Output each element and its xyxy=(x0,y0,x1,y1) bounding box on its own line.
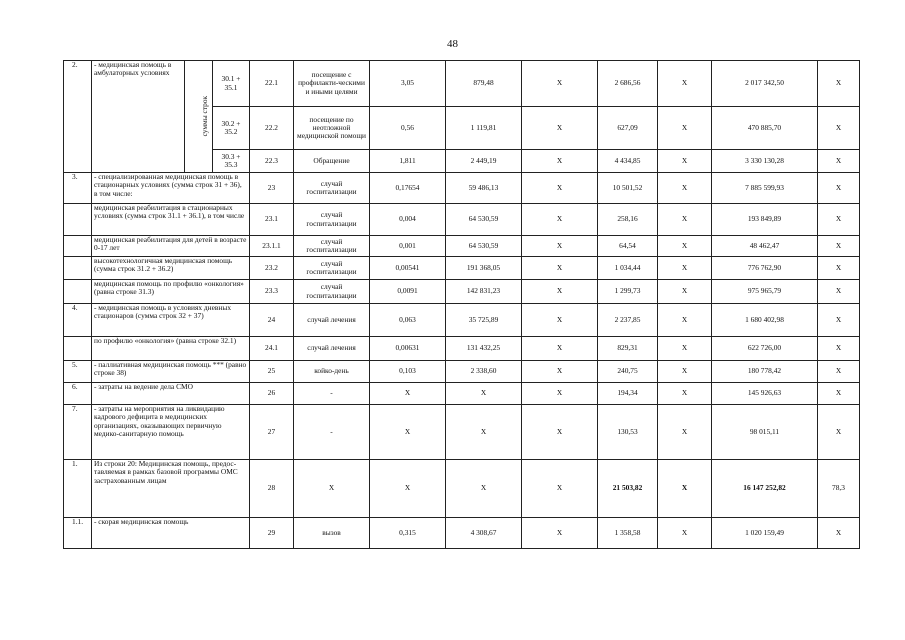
row-x3: Х xyxy=(818,361,860,383)
table-row xyxy=(64,460,860,518)
row-number: 6. xyxy=(64,383,92,405)
row-number: 3. xyxy=(64,173,92,204)
row-x3: Х xyxy=(818,61,860,107)
row-x2: Х xyxy=(658,61,712,107)
row-total: 776 762,90 xyxy=(712,257,818,280)
row-norm: 0,00541 xyxy=(370,257,446,280)
table-row xyxy=(64,337,860,361)
row-norm: Х xyxy=(370,383,446,405)
row-x2: Х xyxy=(658,405,712,460)
row-unit: - xyxy=(294,383,370,405)
row-norm: 0,063 xyxy=(370,304,446,337)
row-x3: Х xyxy=(818,204,860,236)
row-x2: Х xyxy=(658,173,712,204)
row-name: - медицинская помощь в амбулаторных условиях xyxy=(92,61,185,173)
row-code: 29 xyxy=(250,518,294,549)
row-x1: Х xyxy=(522,61,598,107)
row-per-capita: 627,09 xyxy=(598,107,658,150)
table-row xyxy=(64,61,860,107)
row-name: медицинская реабилитация для детей в возрасте 0-17 лет xyxy=(92,236,250,257)
row-unit: случай лечения xyxy=(294,304,370,337)
row-x1: Х xyxy=(522,383,598,405)
row-code: 24.1 xyxy=(250,337,294,361)
row-per-capita: 1 034,44 xyxy=(598,257,658,280)
row-code: 22.2 xyxy=(250,107,294,150)
row-per-capita: 4 434,85 xyxy=(598,150,658,173)
table-row xyxy=(64,173,860,204)
row-total: 2 017 342,50 xyxy=(712,61,818,107)
table-row xyxy=(64,383,860,405)
row-norm: Х xyxy=(370,405,446,460)
row-cost: Х xyxy=(446,460,522,518)
row-code: 26 xyxy=(250,383,294,405)
row-total: 470 885,70 xyxy=(712,107,818,150)
row-total: 1 680 402,98 xyxy=(712,304,818,337)
row-number: 1.1. xyxy=(64,518,92,549)
row-x1: Х xyxy=(522,107,598,150)
row-number xyxy=(64,204,92,236)
row-per-capita: 240,75 xyxy=(598,361,658,383)
row-unit: койко-день xyxy=(294,361,370,383)
row-x3: Х xyxy=(818,150,860,173)
row-x3: Х xyxy=(818,257,860,280)
row-x2: Х xyxy=(658,236,712,257)
row-number xyxy=(64,337,92,361)
row-ref: 30.1 + 35.1 xyxy=(213,61,250,107)
row-norm: 0,315 xyxy=(370,518,446,549)
row-per-capita: 2 686,56 xyxy=(598,61,658,107)
row-name: - паллиативная медицинская помощь *** (равно строке 38) xyxy=(92,361,250,383)
row-name: - затраты на мероприятия на ликвидацию кадрового дефицита в медицинских организациях, оказывающих первичную медико-санитарную помощь xyxy=(92,405,250,460)
row-total: 975 965,79 xyxy=(712,280,818,304)
row-code: 27 xyxy=(250,405,294,460)
row-x2: Х xyxy=(658,460,712,518)
vertical-label: суммы строк xyxy=(185,61,213,173)
row-norm: 0,00631 xyxy=(370,337,446,361)
row-x1: Х xyxy=(522,361,598,383)
row-x3: Х xyxy=(818,383,860,405)
row-cost: 131 432,25 xyxy=(446,337,522,361)
row-total: 1 020 159,49 xyxy=(712,518,818,549)
row-per-capita: 64,54 xyxy=(598,236,658,257)
row-cost: Х xyxy=(446,405,522,460)
table-row xyxy=(64,257,860,280)
row-x3: Х xyxy=(818,107,860,150)
row-cost: 2 449,19 xyxy=(446,150,522,173)
row-number: 7. xyxy=(64,405,92,460)
row-per-capita: 10 501,52 xyxy=(598,173,658,204)
row-per-capita: 21 503,82 xyxy=(598,460,658,518)
row-norm: 0,17654 xyxy=(370,173,446,204)
row-code: 25 xyxy=(250,361,294,383)
row-x3: Х xyxy=(818,337,860,361)
row-unit: случай госпитализации xyxy=(294,204,370,236)
row-unit: Х xyxy=(294,460,370,518)
row-total: 48 462,47 xyxy=(712,236,818,257)
row-unit: случай лечения xyxy=(294,337,370,361)
row-total: 622 726,00 xyxy=(712,337,818,361)
row-number: 2. xyxy=(64,61,92,173)
table-row xyxy=(64,280,860,304)
table-row xyxy=(64,518,860,549)
row-number xyxy=(64,280,92,304)
row-number: 4. xyxy=(64,304,92,337)
row-name: - затраты на ведение дела СМО xyxy=(92,383,250,405)
row-cost: 35 725,89 xyxy=(446,304,522,337)
row-x1: Х xyxy=(522,150,598,173)
row-unit: случай госпитализации xyxy=(294,280,370,304)
table-row xyxy=(64,361,860,383)
row-x2: Х xyxy=(658,337,712,361)
row-norm: 1,811 xyxy=(370,150,446,173)
row-x2: Х xyxy=(658,361,712,383)
row-total: 180 778,42 xyxy=(712,361,818,383)
table-row xyxy=(64,236,860,257)
row-x3: 78,3 xyxy=(818,460,860,518)
row-cost: 59 486,13 xyxy=(446,173,522,204)
row-x1: Х xyxy=(522,405,598,460)
row-code: 23 xyxy=(250,173,294,204)
row-code: 22.3 xyxy=(250,150,294,173)
page-number: 48 xyxy=(447,38,458,50)
row-cost: 4 308,67 xyxy=(446,518,522,549)
row-cost: 142 831,23 xyxy=(446,280,522,304)
row-number xyxy=(64,257,92,280)
row-number: 5. xyxy=(64,361,92,383)
row-unit: случай госпитализации xyxy=(294,257,370,280)
row-unit: - xyxy=(294,405,370,460)
row-x1: Х xyxy=(522,204,598,236)
row-cost: 191 368,05 xyxy=(446,257,522,280)
row-total: 193 849,89 xyxy=(712,204,818,236)
row-name: высокотехнологичная медицинская помощь (сумма строк 31.2 + 36.2) xyxy=(92,257,250,280)
row-x2: Х xyxy=(658,280,712,304)
row-unit: Обращение xyxy=(294,150,370,173)
row-total: 145 926,63 xyxy=(712,383,818,405)
row-unit: посещение с профилакти-ческими и иными целями xyxy=(294,61,370,107)
row-x1: Х xyxy=(522,304,598,337)
row-x1: Х xyxy=(522,257,598,280)
row-x2: Х xyxy=(658,150,712,173)
row-name: медицинская реабилитация в стационарных условиях (сумма строк 31.1 + 36.1), в том числе xyxy=(92,204,250,236)
row-per-capita: 194,34 xyxy=(598,383,658,405)
row-per-capita: 130,53 xyxy=(598,405,658,460)
row-x3: Х xyxy=(818,405,860,460)
row-x1: Х xyxy=(522,518,598,549)
row-norm: 3,05 xyxy=(370,61,446,107)
row-x2: Х xyxy=(658,107,712,150)
row-total: 98 015,11 xyxy=(712,405,818,460)
row-x1: Х xyxy=(522,337,598,361)
row-per-capita: 1 299,73 xyxy=(598,280,658,304)
row-norm: 0,0091 xyxy=(370,280,446,304)
row-name: - скорая медицинская помощь xyxy=(92,518,250,549)
table-row xyxy=(64,204,860,236)
row-code: 23.2 xyxy=(250,257,294,280)
row-unit: случай госпитализации xyxy=(294,173,370,204)
row-per-capita: 1 358,58 xyxy=(598,518,658,549)
table-row xyxy=(64,405,860,460)
row-name: медицинская помощь по профилю «онкология» (равна строке 31.3) xyxy=(92,280,250,304)
row-per-capita: 829,31 xyxy=(598,337,658,361)
row-ref: 30.3 + 35.3 xyxy=(213,150,250,173)
row-x2: Х xyxy=(658,257,712,280)
row-x1: Х xyxy=(522,236,598,257)
row-x3: Х xyxy=(818,304,860,337)
row-x3: Х xyxy=(818,173,860,204)
row-x2: Х xyxy=(658,204,712,236)
row-code: 23.1.1 xyxy=(250,236,294,257)
row-number xyxy=(64,236,92,257)
row-name: Из строки 20: Медицинская помощь, предос-тавляемая в рамках базовой программы ОМС застрахованным лицам xyxy=(92,460,250,518)
row-total: 3 330 130,28 xyxy=(712,150,818,173)
row-x2: Х xyxy=(658,383,712,405)
row-x3: Х xyxy=(818,280,860,304)
row-x1: Х xyxy=(522,280,598,304)
row-unit: вызов xyxy=(294,518,370,549)
row-code: 23.3 xyxy=(250,280,294,304)
row-norm: 0,103 xyxy=(370,361,446,383)
row-cost: 64 530,59 xyxy=(446,204,522,236)
row-norm: Х xyxy=(370,460,446,518)
row-per-capita: 258,16 xyxy=(598,204,658,236)
row-cost: 2 338,60 xyxy=(446,361,522,383)
row-norm: 0,56 xyxy=(370,107,446,150)
row-norm: 0,004 xyxy=(370,204,446,236)
row-name: - медицинская помощь в условиях дневных стационаров (сумма строк 32 + 37) xyxy=(92,304,250,337)
row-cost: 1 119,81 xyxy=(446,107,522,150)
row-x2: Х xyxy=(658,518,712,549)
row-total: 16 147 252,82 xyxy=(712,460,818,518)
row-norm: 0,001 xyxy=(370,236,446,257)
row-cost: 879,48 xyxy=(446,61,522,107)
row-per-capita: 2 237,85 xyxy=(598,304,658,337)
row-code: 24 xyxy=(250,304,294,337)
row-name: по профилю «онкология» (равна строке 32.1) xyxy=(92,337,250,361)
row-name: - специализированная медицинская помощь в стационарных условиях (сумма строк 31 + 36), в том числе: xyxy=(92,173,250,204)
row-cost: 64 530,59 xyxy=(446,236,522,257)
row-number: 1. xyxy=(64,460,92,518)
row-unit: случай госпитализации xyxy=(294,236,370,257)
row-code: 23.1 xyxy=(250,204,294,236)
row-x3: Х xyxy=(818,236,860,257)
table-row xyxy=(64,304,860,337)
row-ref: 30.2 + 35.2 xyxy=(213,107,250,150)
row-total: 7 885 599,93 xyxy=(712,173,818,204)
row-code: 28 xyxy=(250,460,294,518)
row-unit: посещение по неотложной медицинской помощи xyxy=(294,107,370,150)
financing-table xyxy=(63,60,860,549)
row-x1: Х xyxy=(522,173,598,204)
row-cost: Х xyxy=(446,383,522,405)
row-x3: Х xyxy=(818,518,860,549)
row-x2: Х xyxy=(658,304,712,337)
row-x1: Х xyxy=(522,460,598,518)
row-code: 22.1 xyxy=(250,61,294,107)
